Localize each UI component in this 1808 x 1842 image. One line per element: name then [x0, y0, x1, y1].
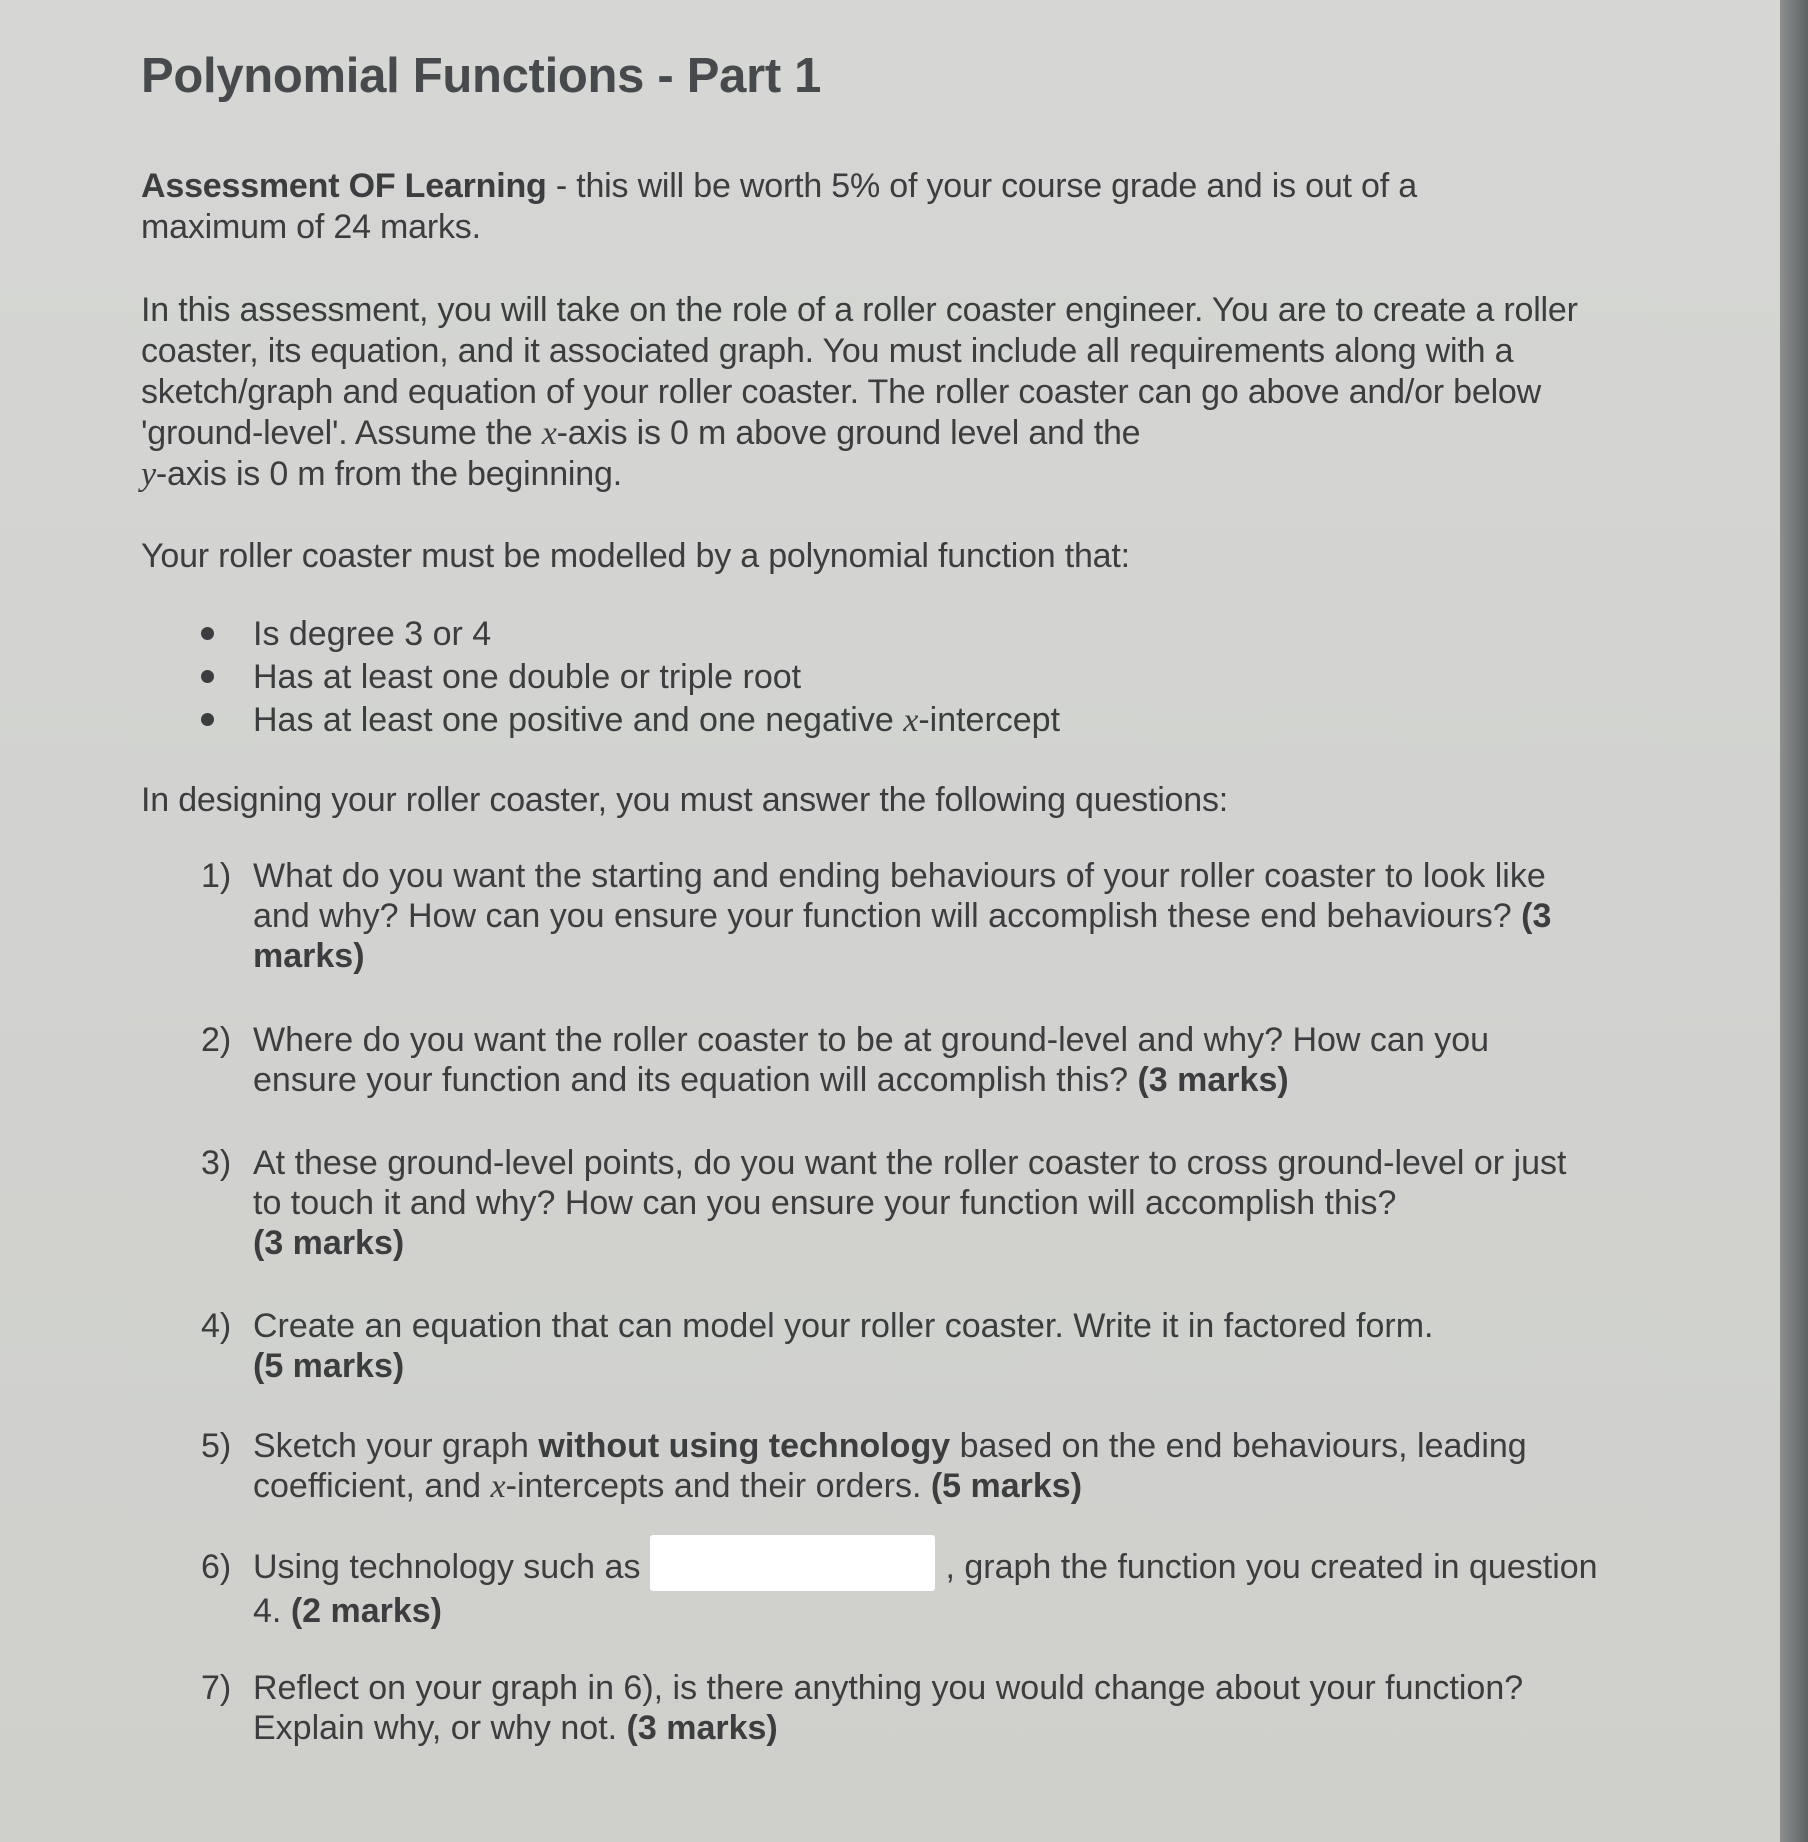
- question-number: 4): [201, 1307, 232, 1345]
- question-body: , graph the function you created in question 4.: [253, 1548, 1598, 1631]
- question-number: 7): [201, 1669, 232, 1707]
- intro-text-mid: -axis is 0 m above ground level and the: [556, 414, 1141, 452]
- question-text: [253, 1668, 1601, 1748]
- bullet-icon: [201, 713, 214, 726]
- assessment-text-line2: maximum of 24 marks.: [141, 208, 481, 246]
- question-body: Where do you want the roller coaster to be at ground-level and why? How can you ensure your function and its equation will accomplish this?: [253, 1021, 1490, 1099]
- question-text: [253, 1020, 1601, 1100]
- question-marks: (5 marks): [930, 1467, 1083, 1505]
- question-number: 5): [201, 1427, 232, 1465]
- y-variable: y: [141, 456, 156, 493]
- question-text: [253, 1547, 1601, 1631]
- question-4: [201, 1306, 1601, 1386]
- question-text: [253, 1143, 1601, 1263]
- question-emphasis: without using technology: [538, 1427, 951, 1465]
- intro-paragraph: [141, 290, 1581, 495]
- question-marks: (3 marks): [253, 1224, 405, 1262]
- question-text: [253, 1306, 1601, 1386]
- requirement-text-end: -intercept: [918, 701, 1061, 739]
- question-text: [253, 856, 1601, 976]
- question-body: based on the end behaviours, leading coefficient, and: [253, 1427, 1527, 1505]
- question-7: [201, 1668, 1601, 1748]
- requirements-list: [201, 613, 1060, 742]
- questions-intro: In designing your roller coaster, you must answer the following questions:: [141, 781, 1229, 819]
- question-number: 2): [201, 1021, 232, 1059]
- question-body: Using technology such as: [253, 1548, 641, 1586]
- question-number: 1): [201, 857, 232, 895]
- requirements-intro: Your roller coaster must be modelled by a polynomial function that:: [141, 537, 1130, 575]
- intro-text: In this assessment, you will take on the role of a roller coaster engineer. You are to create a roller coaster, its equation, and it associated graph. You must include all requirements along with a sketch/graph and equation of your roller coaster. The roller coaster can go above and/or below 'ground-level'. Assume the: [141, 291, 1578, 452]
- question-body: -intercepts and their orders.: [505, 1467, 931, 1505]
- requirement-text: Has at least one positive and one negative: [253, 701, 904, 739]
- question-number: 3): [201, 1144, 232, 1182]
- bullet-icon: [201, 627, 214, 640]
- question-body: Sketch your graph: [253, 1427, 539, 1465]
- question-text: [253, 1426, 1601, 1507]
- page-title: Polynomial Functions - Part 1: [141, 49, 822, 103]
- question-body: Create an equation that can model your roller coaster. Write it in factored form.: [253, 1307, 1434, 1345]
- x-variable: x: [541, 415, 557, 452]
- question-marks: (3 marks): [253, 897, 1552, 975]
- x-variable: x: [903, 702, 919, 739]
- question-marks: (3 marks): [1137, 1061, 1289, 1099]
- x-variable: x: [490, 1468, 506, 1505]
- intro-text-end: -axis is 0 m from the beginning.: [155, 455, 622, 493]
- bullet-icon: [201, 670, 214, 683]
- assessment-text-line1: - this will be worth 5% of your course grade and is out of a: [546, 167, 1417, 205]
- assessment-bold-lead: Assessment OF Learning: [141, 167, 547, 205]
- question-marks: (5 marks): [253, 1347, 405, 1385]
- question-2: [201, 1020, 1601, 1100]
- list-item: [201, 613, 1060, 656]
- list-item: [201, 656, 1060, 699]
- document-content: [141, 48, 1601, 1747]
- question-marks: (3 marks): [626, 1709, 778, 1747]
- redaction-box: [650, 1535, 935, 1591]
- question-body: What do you want the starting and ending behaviours of your roller coaster to look like and why? How can you ensure your function will accomplish these end behaviours?: [253, 857, 1546, 935]
- list-item: [201, 699, 1060, 742]
- question-5: [201, 1426, 1601, 1507]
- question-body: At these ground-level points, do you want the roller coaster to cross ground-level or just to touch it and why? How can you ensure your function will accomplish this?: [253, 1144, 1567, 1222]
- requirement-text: Is degree 3 or 4: [253, 615, 492, 653]
- question-6: [201, 1547, 1601, 1631]
- requirement-text: Has at least one double or triple root: [253, 658, 802, 696]
- question-number: 6): [201, 1548, 232, 1586]
- question-3: [201, 1143, 1601, 1263]
- photo-edge-shadow: [1780, 0, 1808, 1842]
- question-marks: (2 marks): [290, 1592, 443, 1631]
- question-1: [201, 856, 1601, 976]
- question-body: Reflect on your graph in 6), is there anything you would change about your function? Explain why, or why not.: [253, 1669, 1524, 1747]
- assessment-note: [141, 166, 1541, 248]
